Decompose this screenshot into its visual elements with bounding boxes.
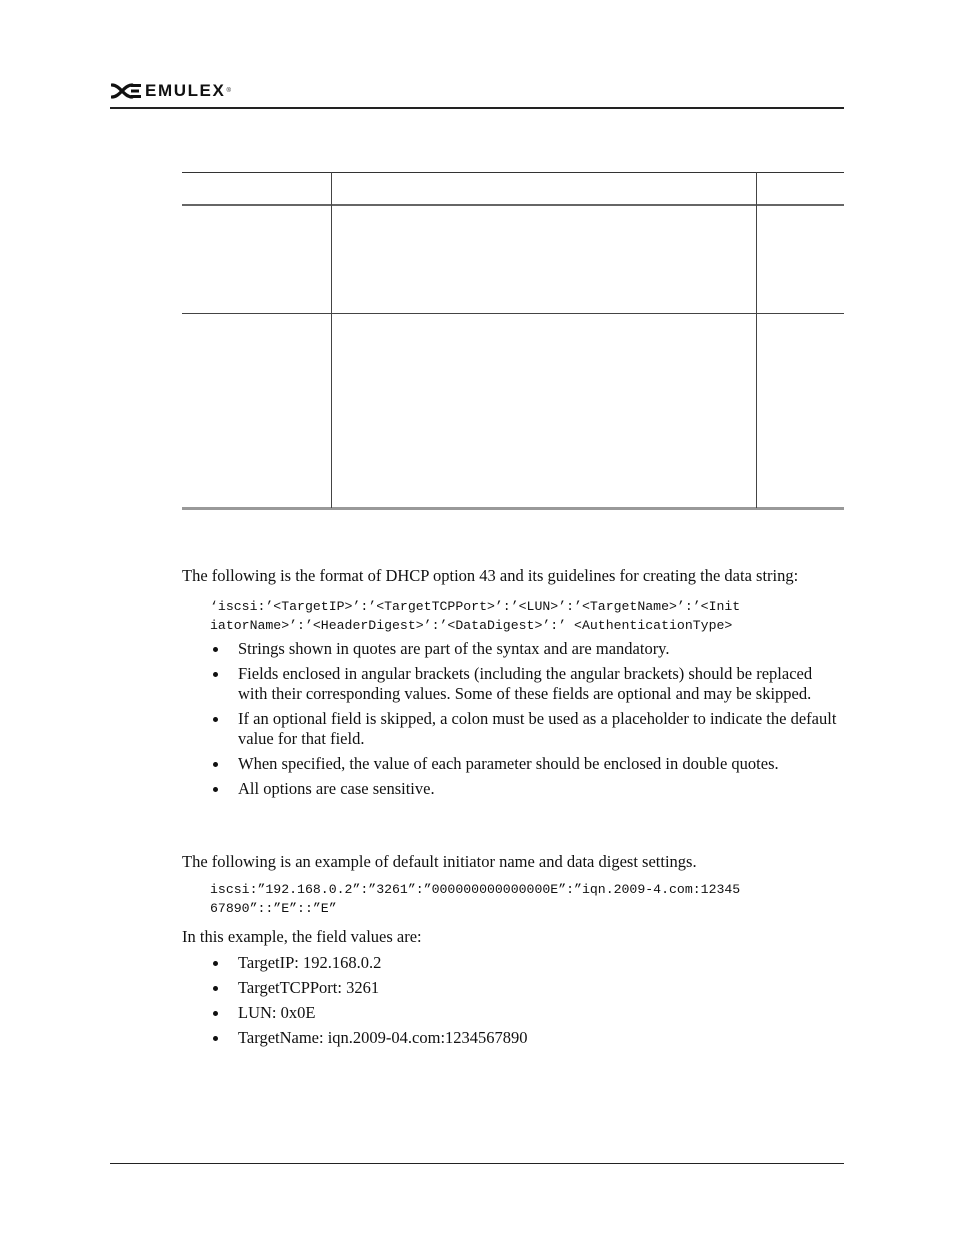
- code-line: iscsi:”192.168.0.2”:”3261”:”000000000000000E”:”iqn.2009-4.com:12345: [210, 882, 741, 897]
- table-row-divider: [182, 313, 844, 314]
- table-header-rule: [182, 204, 844, 206]
- example-intro: The following is an example of default initiator name and data digest settings.: [182, 852, 697, 871]
- list-item: When specified, the value of each parameter should be enclosed in double quotes.: [182, 754, 844, 774]
- bullet-icon: [213, 986, 218, 991]
- brand-name: EMULEX: [145, 81, 226, 100]
- example-code-block: [182, 880, 844, 918]
- list-item: Strings shown in quotes are part of the syntax and are mandatory.: [182, 639, 844, 659]
- table-column-divider: [331, 172, 332, 508]
- brand-logo: [111, 82, 231, 100]
- syntax-block: [182, 597, 844, 635]
- syntax-line: ‘iscsi:’<TargetIP>’:’<TargetTCPPort>’:’<LUN>’:’<TargetName>’:’<Init: [210, 599, 741, 614]
- bullet-icon: [213, 717, 218, 722]
- list-item: TargetTCPPort: 3261: [182, 978, 844, 998]
- list-item: Fields enclosed in angular brackets (including the angular brackets) should be replaced with their corresponding values. Some of these fields are optional and may be skipped.: [182, 664, 844, 704]
- list-item: LUN: 0x0E: [182, 1003, 844, 1023]
- emulex-swoosh-icon: [111, 83, 141, 99]
- list-item: TargetName: iqn.2009-04.com:1234567890: [182, 1028, 844, 1048]
- parameter-table: [182, 172, 844, 510]
- header-rule: [110, 107, 844, 109]
- table-bottom-rule: [182, 507, 844, 510]
- code-line: 67890”::”E”::”E”: [210, 901, 337, 916]
- field-values-list: [182, 953, 844, 1048]
- bullet-icon: [213, 787, 218, 792]
- table-column-divider: [756, 172, 757, 508]
- table-top-rule: [182, 172, 844, 173]
- page-header: [110, 80, 844, 110]
- bullet-icon: [213, 961, 218, 966]
- values-intro: In this example, the field values are:: [182, 927, 422, 946]
- bullet-icon: [213, 672, 218, 677]
- format-intro: The following is the format of DHCP option 43 and its guidelines for creating the data string:: [182, 566, 799, 585]
- bullet-icon: [213, 647, 218, 652]
- list-item: If an optional field is skipped, a colon must be used as a placeholder to indicate the default value for that field.: [182, 709, 844, 749]
- list-item: TargetIP: 192.168.0.2: [182, 953, 844, 973]
- list-item: All options are case sensitive.: [182, 779, 844, 799]
- footer-rule: [110, 1163, 844, 1164]
- bullet-icon: [213, 1036, 218, 1041]
- bullet-icon: [213, 1011, 218, 1016]
- bullet-icon: [213, 762, 218, 767]
- syntax-line: iatorName>’:’<HeaderDigest>’:’<DataDigest>’:’ <AuthenticationType>: [210, 618, 733, 633]
- trademark-symbol: ®: [226, 88, 231, 94]
- format-guidelines-list: [182, 639, 844, 799]
- main-content: [182, 565, 844, 1048]
